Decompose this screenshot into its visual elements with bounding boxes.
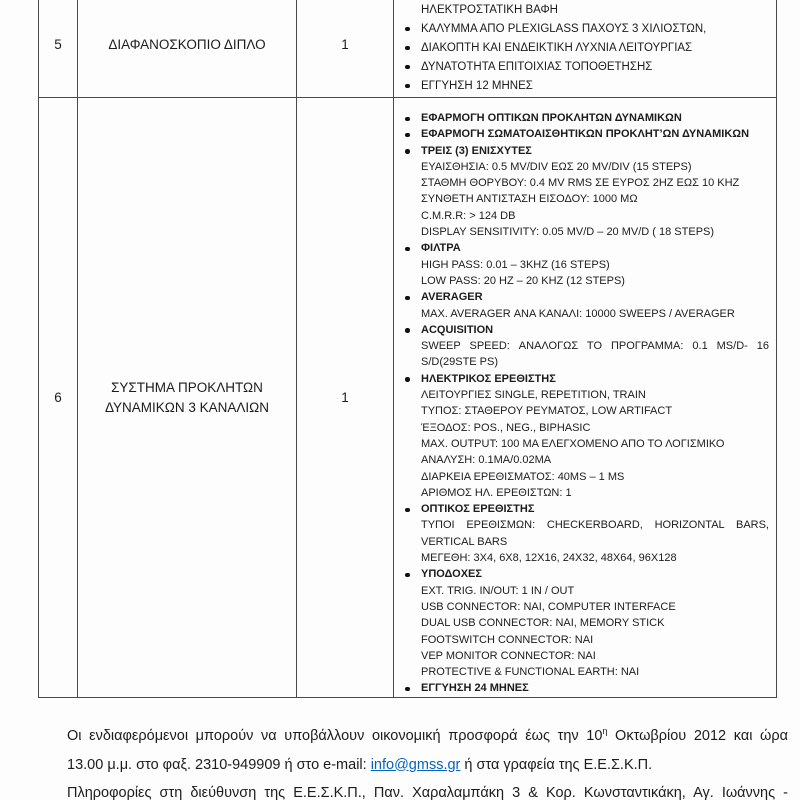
spec-text: ΑΡΙΘΜΟΣ ΗΛ. ΕΡΕΘΙΣΤΩΝ: 1 — [421, 486, 572, 499]
bullet-icon — [405, 46, 410, 51]
spec-line — [394, 501, 776, 517]
spec-text: FOOTSWITCH CONNECTOR: ΝΑΙ — [421, 633, 594, 646]
row-number-cell — [39, 0, 78, 97]
footer-text: Οι ενδιαφερόμενοι μπορούν να υποβάλλουν οικονομική προσφορά έως την 10 — [67, 728, 603, 744]
spec-text: ΕΦΑΡΜΟΓΗ ΟΠΤΙΚΩΝ ΠΡΟΚΛΗΤΩΝ ΔΥΝΑΜΙΚΩΝ — [421, 112, 682, 124]
spec-line — [394, 534, 776, 550]
spec-line — [394, 306, 776, 322]
spec-line — [394, 354, 776, 370]
spec-text: ΟΠΤΙΚΟΣ ΕΡΕΘΙΣΤΗΣ — [421, 503, 535, 516]
table-row-6 — [39, 97, 776, 697]
spec-line — [394, 371, 776, 387]
spec-text: EXT. TRIG. IN/OUT: 1 IN / OUT — [421, 584, 575, 597]
spec-line — [394, 224, 776, 240]
spec-text: ACQUISITION — [421, 323, 494, 336]
spec-table — [38, 0, 777, 698]
spec-text: USB CONNECTOR: ΝΑΙ, COMPUTER INTERFACE — [421, 600, 676, 613]
spec-line — [394, 143, 776, 159]
spec-line — [394, 159, 776, 175]
spec-text: SWEEP SPEED: ΑΝΑΛΟΓΩΣ ΤΟ ΠΡΟΓΡΑΜΜΑ: 0.1 MS/D- 16 — [421, 340, 769, 353]
spec-text: ΔΥΝΑΤΟΤΗΤΑ ΕΠΙΤΟΙΧΙΑΣ ΤΟΠΟΘΕΤΗΣΗΣ — [421, 61, 653, 73]
spec-line — [394, 1, 776, 20]
spec-line — [394, 599, 776, 615]
bullet-icon — [405, 133, 410, 138]
spec-line — [394, 257, 776, 273]
bullet-icon — [405, 377, 410, 382]
email-link[interactable]: info@gmss.gr — [370, 756, 461, 773]
spec-line — [394, 485, 776, 501]
spec-line — [394, 583, 776, 599]
spec-line — [394, 240, 776, 256]
spec-line — [394, 338, 776, 354]
spec-line — [394, 191, 776, 207]
spec-line — [394, 126, 776, 142]
spec-text: MAX. AVERAGER ΑΝΑ ΚΑΝΑΛΙ: 10000 SWEEPS / AVERAGER — [421, 307, 735, 320]
spec-text: VERTICAL BARS — [421, 535, 508, 548]
spec-text: ΔΙΑΡΚΕΙΑ ΕΡΕΘΙΣΜΑΤΟΣ: 40MS – 1 MS — [421, 470, 625, 483]
footer-paragraph-2: Πληροφορίες στη διεύθυνση της Ε.Ε.Σ.Κ.Π., Παν. Χαραλαμπάκη 3 & Κορ. Κωνσταντικάκη, Αγ. Ιωάννης - — [67, 785, 788, 800]
row-number: 5 — [54, 37, 62, 52]
spec-text: ΣΤΑΘΜΗ ΘΟΡΥΒΟΥ: 0.4 MV RMS ΣΕ ΕΥΡΟΣ 2HZ ΕΩΣ 10 KHZ — [421, 177, 740, 190]
bullet-icon — [405, 328, 410, 333]
spec-text: ΕΥΑΙΣΘΗΣΙΑ: 0.5 MV/DIV ΕΩΣ 20 MV/DIV (15 STEPS) — [421, 160, 692, 173]
specs-cell — [394, 98, 776, 697]
spec-line — [394, 175, 776, 191]
spec-line — [394, 615, 776, 631]
spec-text: ΑΝΑΛΥΣΗ: 0.1ΜΑ/0.02ΜΑ — [421, 454, 552, 467]
spec-text: ΤΥΠΟΙ ΕΡΕΘΙΣΜΩΝ: CHECKERBOARD, HORIZONTAL BARS, — [421, 519, 769, 532]
spec-line — [394, 566, 776, 582]
spec-line — [394, 58, 776, 77]
spec-line — [394, 39, 776, 58]
spec-text: ΕΓΓΥΗΣΗ 12 ΜΗΝΕΣ — [421, 80, 533, 92]
quantity-cell — [297, 98, 394, 697]
spec-text: DISPLAY SENSITIVITY: 0.05 MV/D – 20 MV/D ( 18 STEPS) — [421, 226, 715, 239]
spec-text: PROTECTIVE & FUNCTIONAL EARTH: ΝΑΙ — [421, 666, 640, 679]
spec-line — [394, 664, 776, 680]
bullet-icon — [405, 687, 410, 692]
footer-paragraph-1-line-1 — [67, 722, 788, 751]
item-name-cell — [78, 98, 297, 697]
spec-text: S/D(29STE PS) — [421, 356, 499, 369]
spec-text: ΕΓΓΥΗΣΗ 24 ΜΗΝΕΣ — [421, 682, 529, 695]
item-name: ΣΥΣΤΗΜΑ ΠΡΟΚΛΗΤΩΝ ΔΥΝΑΜΙΚΩΝ 3 ΚΑΝΑΛΙΩΝ — [105, 379, 269, 415]
spec-line — [394, 517, 776, 533]
spec-line — [394, 289, 776, 305]
spec-text: ΔΙΑΚΟΠΤΗ ΚΑΙ ΕΝΔΕΙΚΤΙΚΗ ΛΥΧΝΙΑ ΛΕΙΤΟΥΡΓΙΑΣ — [421, 42, 693, 54]
specs-cell — [394, 0, 776, 97]
spec-text: AVERAGER — [421, 291, 483, 304]
spec-text: C.M.R.R: > 124 DB — [421, 209, 516, 222]
spec-text: ΣΥΝΘΕΤΗ ΑΝΤΙΣΤΑΣΗ ΕΙΣΟΔΟΥ: 1000 ΜΩ — [421, 193, 638, 206]
bullet-icon — [405, 573, 410, 578]
bullet-icon — [405, 247, 410, 252]
row-number-cell — [39, 98, 78, 697]
spec-text: ΦΙΛΤΡΑ — [421, 242, 461, 255]
quantity: 1 — [341, 37, 349, 52]
bullet-icon — [405, 149, 410, 154]
spec-line — [394, 77, 776, 96]
bullet-icon — [405, 117, 410, 122]
bullet-icon — [405, 508, 410, 513]
spec-line — [394, 273, 776, 289]
spec-text: ΥΠΟΔΟΧΕΣ — [421, 568, 482, 581]
spec-text: VEP MONITOR CONNECTOR: ΝΑΙ — [421, 649, 596, 662]
footer-text: 13.00 μ.μ. στο φαξ. 2310-949909 ή στο e-mail: — [67, 756, 371, 773]
spec-text: HIGH PASS: 0.01 – 3KHZ (16 STEPS) — [421, 258, 610, 271]
footer-paragraph-1-line-2 — [67, 751, 788, 780]
spec-line — [394, 680, 776, 696]
spec-text: ΤΡΕΙΣ (3) ΕΝΙΣΧΥΤΕΣ — [421, 144, 532, 157]
spec-text: ΈΞΟΔΟΣ: POS., NEG., BIPHASIC — [421, 421, 591, 434]
spec-line — [394, 420, 776, 436]
spec-text: ΗΛΕΚΤΡΙΚΟΣ ΕΡΕΘΙΣΤΗΣ — [421, 372, 556, 385]
spec-line — [394, 387, 776, 403]
spec-line — [394, 322, 776, 338]
spec-line — [394, 452, 776, 468]
spec-text: DUAL USB CONNECTOR: ΝΑΙ, MEMORY STICK — [421, 617, 665, 630]
spec-text: MAX. OUTPUT: 100 MA ΕΛΕΓΧΟΜΕΝΟ ΑΠΟ ΤΟ ΛΟΓΙΣΜΙΚΟ — [421, 437, 725, 450]
footer — [67, 722, 788, 800]
table-row-5 — [39, 0, 776, 97]
spec-text: ΜΕΓΕΘΗ: 3X4, 6X8, 12X16, 24X32, 48X64, 96X128 — [421, 552, 677, 565]
row-number: 6 — [54, 390, 62, 405]
item-name-cell — [78, 0, 297, 97]
bullet-icon — [405, 296, 410, 301]
spec-text: ΚΑΛΥΜΜΑ ΑΠΟ PLEXIGLASS ΠΑΧΟΥΣ 3 ΧΙΛΙΟΣΤΩΝ, — [421, 23, 707, 35]
spec-line — [394, 436, 776, 452]
item-name: ΔΙΑΦΑΝΟΣΚΟΠΙΟ ΔΙΠΛΟ — [108, 36, 266, 52]
footer-superscript: η — [602, 726, 608, 737]
spec-line — [394, 648, 776, 664]
footer-text: Οκτωβρίου 2012 και ώρα — [607, 728, 788, 744]
spec-text: LOW PASS: 20 HZ – 20 KHZ (12 STEPS) — [421, 274, 625, 287]
bullet-icon — [405, 27, 410, 32]
spec-line — [394, 20, 776, 39]
spec-line — [394, 632, 776, 648]
spec-text: ΤΥΠΟΣ: ΣΤΑΘΕΡΟΥ ΡΕΥΜΑΤΟΣ, LOW ARTIFACT — [421, 405, 673, 418]
spec-line — [394, 403, 776, 419]
spec-line — [394, 550, 776, 566]
bullet-icon — [405, 65, 410, 70]
spec-text: ΗΛΕΚΤΡΟΣΤΑΤΙΚΗ ΒΑΦΗ — [421, 4, 558, 16]
spec-line — [394, 110, 776, 126]
spec-text: ΕΦΑΡΜΟΓΗ ΣΩΜΑΤΟΑΙΣΘΗΤΙΚΩΝ ΠΡΟΚΛΗΤ’ΩΝ ΔΥΝΑΜΙΚΩΝ — [421, 128, 750, 141]
quantity: 1 — [341, 390, 349, 405]
footer-text: ή στα γραφεία της Ε.Ε.Σ.Κ.Π. — [460, 756, 653, 773]
spec-line — [394, 469, 776, 485]
spec-text: ΛΕΙΤΟΥΡΓΙΕΣ SINGLE, REPETITION, TRAIN — [421, 389, 646, 402]
spec-line — [394, 208, 776, 224]
bullet-icon — [405, 84, 410, 89]
quantity-cell — [297, 0, 394, 97]
